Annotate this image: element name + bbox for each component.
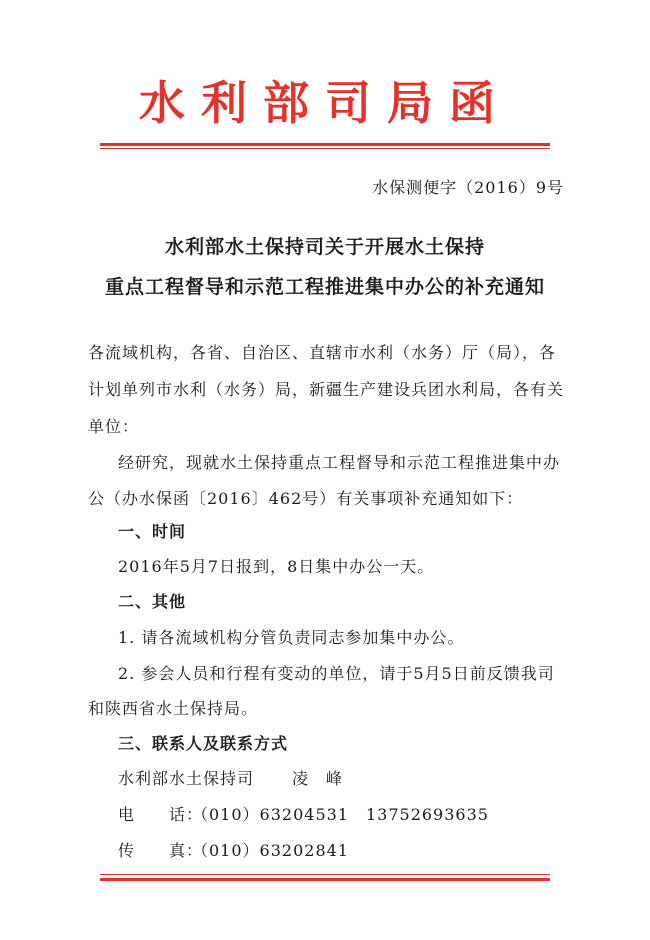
document-number: 水保测便字（2016）9号: [372, 178, 564, 197]
section-text-time: 2016年5月7日报到，8日集中办公一天。: [118, 557, 435, 576]
footer-rule-thick: [100, 878, 550, 881]
recipients-line-1: 各流域机构，各省、自治区、直辖市水利（水务）厅（局），各: [88, 343, 557, 362]
masthead-rule-thick: [100, 143, 550, 146]
fax-value: （010）63202841: [192, 841, 349, 860]
fax-label: 传 真：: [118, 841, 204, 860]
other-item-2-line-1: 2. 参会人员和行程有变动的单位，请于5月5日前反馈我司: [118, 664, 555, 683]
phone-label: 电 话：: [118, 805, 204, 824]
masthead-title: 水利部司局函: [139, 76, 511, 130]
contact-org: 水利部水土保持司: [118, 769, 255, 788]
section-heading-other: 二、其他: [118, 592, 187, 611]
masthead-rule-thin: [100, 148, 550, 149]
intro-line-2: 公（办水保函〔2016〕462号）有关事项补充通知如下：: [88, 489, 524, 508]
section-heading-contact: 三、联系人及联系方式: [118, 734, 289, 753]
recipients-line-2: 计划单列市水利（水务）局，新疆生产建设兵团水利局，各有关: [88, 380, 565, 399]
footer-rule-thin: [100, 874, 550, 875]
title-line-2: 重点工程督导和示范工程推进集中办公的补充通知: [104, 276, 545, 298]
other-item-1: 1. 请各流域机构分管负责同志参加集中办公。: [118, 628, 465, 647]
title-line-1: 水利部水土保持司关于开展水土保持: [164, 236, 485, 258]
other-item-2-line-2: 和陕西省水土保持局。: [88, 699, 259, 718]
section-heading-time: 一、时间: [118, 522, 187, 541]
intro-line-1: 经研究，现就水土保持重点工程督导和示范工程推进集中办: [118, 453, 561, 472]
recipients-line-3: 单位：: [88, 417, 140, 436]
contact-person: 凌 峰: [292, 769, 344, 788]
phone-value: （010）63204531 13752693635: [192, 805, 489, 824]
